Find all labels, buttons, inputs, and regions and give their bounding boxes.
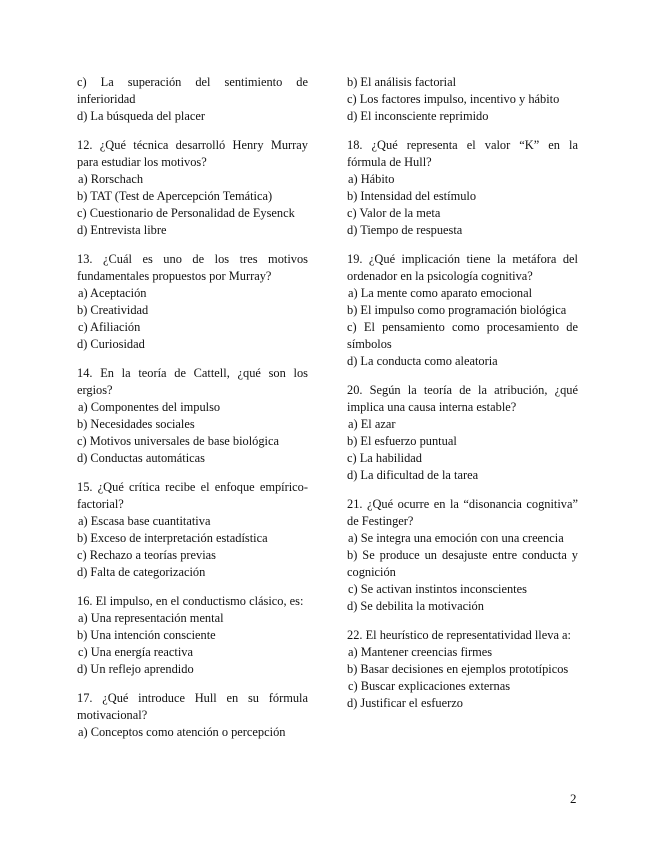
option-14-b: b) Necesidades sociales <box>77 417 195 431</box>
option-17-d: d) El inconsciente reprimido <box>347 109 489 123</box>
question-13-stem: 13. ¿Cuál es uno de los tres motivos fundamentales propuestos por Murray? <box>77 252 308 283</box>
question-13 <box>77 251 308 353</box>
option-22-a: a) Mantener creencias firmes <box>348 645 493 659</box>
question-14-stem: 14. En la teoría de Cattell, ¿qué son los ergios? <box>77 366 308 397</box>
question-20 <box>347 382 578 484</box>
option-17-b: b) El análisis factorial <box>347 75 457 89</box>
option-18-a: a) Hábito <box>348 172 395 186</box>
question-15 <box>77 479 308 581</box>
question-18 <box>347 137 578 239</box>
option-16-b: b) Una intención consciente <box>77 628 216 642</box>
option-18-d: d) Tiempo de respuesta <box>347 223 463 237</box>
question-22 <box>347 627 578 712</box>
option-17-c: c) Los factores impulso, incentivo y hábito <box>347 92 560 106</box>
option-12-d: d) Entrevista libre <box>77 223 167 237</box>
question-21-stem: 21. ¿Qué ocurre en la “disonancia cognitiva” de Festinger? <box>347 497 578 528</box>
question-15-stem: 15. ¿Qué crítica recibe el enfoque empírico-factorial? <box>77 480 308 511</box>
question-17 <box>77 690 308 741</box>
question-20-stem: 20. Según la teoría de la atribución, ¿qué implica una causa interna estable? <box>347 383 578 414</box>
option-22-c: c) Buscar explicaciones externas <box>348 679 511 693</box>
option-13-a: a) Aceptación <box>78 286 147 300</box>
option-20-d: d) La dificultad de la tarea <box>347 468 479 482</box>
option-13-b: b) Creatividad <box>77 303 149 317</box>
option-12-a: a) Rorschach <box>78 172 144 186</box>
option-15-c: c) Rechazo a teorías previas <box>77 548 216 562</box>
option-20-c: c) La habilidad <box>347 451 422 465</box>
option-17-a: a) Conceptos como atención o percepción <box>78 725 286 739</box>
question-12-stem: 12. ¿Qué técnica desarrolló Henry Murray para estudiar los motivos? <box>77 138 308 169</box>
option-19-b: b) El impulso como programación biológica <box>347 303 567 317</box>
question-16 <box>77 593 308 678</box>
option-19-c: c) El pensamiento como procesamiento de símbolos <box>347 320 578 351</box>
option-16-d: d) Un reflejo aprendido <box>77 662 194 676</box>
right-column <box>347 74 578 724</box>
option-21-c: c) Se activan instintos inconscientes <box>348 582 527 596</box>
question-22-stem: 22. El heurístico de representatividad lleva a: <box>347 628 571 642</box>
option-18-c: c) Valor de la meta <box>347 206 441 220</box>
option-19-a: a) La mente como aparato emocional <box>348 286 533 300</box>
question-14 <box>77 365 308 467</box>
option-21-b: b) Se produce un desajuste entre conducta y cognición <box>347 548 578 579</box>
option-19-d: d) La conducta como aleatoria <box>347 354 498 368</box>
option-14-d: d) Conductas automáticas <box>77 451 206 465</box>
option-22-b: b) Basar decisiones en ejemplos prototípicos <box>347 662 569 676</box>
page-number: 2 <box>570 791 577 806</box>
option-15-b: b) Exceso de interpretación estadística <box>77 531 268 545</box>
question-18-stem: 18. ¿Qué representa el valor “K” en la fórmula de Hull? <box>347 138 578 169</box>
question-19 <box>347 251 578 370</box>
option-14-c: c) Motivos universales de base biológica <box>77 434 279 448</box>
option-16-a: a) Una representación mental <box>78 611 224 625</box>
option-20-b: b) El esfuerzo puntual <box>347 434 457 448</box>
question-21 <box>347 496 578 615</box>
option-22-d: d) Justificar el esfuerzo <box>347 696 463 710</box>
option-12-c: c) Cuestionario de Personalidad de Eysenck <box>77 206 295 220</box>
option-12-b: b) TAT (Test de Apercepción Temática) <box>77 189 273 203</box>
option-11-d: d) La búsqueda del placer <box>77 109 205 123</box>
question-11-continued <box>77 74 308 125</box>
option-18-b: b) Intensidad del estímulo <box>347 189 477 203</box>
option-20-a: a) El azar <box>348 417 396 431</box>
option-15-a: a) Escasa base cuantitativa <box>78 514 211 528</box>
question-12 <box>77 137 308 239</box>
option-13-d: d) Curiosidad <box>77 337 145 351</box>
question-19-stem: 19. ¿Qué implicación tiene la metáfora del ordenador en la psicología cognitiva? <box>347 252 578 283</box>
option-16-c: c) Una energía reactiva <box>78 645 194 659</box>
question-17-stem: 17. ¿Qué introduce Hull en su fórmula motivacional? <box>77 691 308 722</box>
option-15-d: d) Falta de categorización <box>77 565 206 579</box>
option-14-a: a) Componentes del impulso <box>78 400 221 414</box>
option-21-a: a) Se integra una emoción con una creencia <box>348 531 564 545</box>
question-17-continued <box>347 74 578 125</box>
option-13-c: c) Afiliación <box>78 320 141 334</box>
question-16-stem: 16. El impulso, en el conductismo clásico, es: <box>77 594 304 608</box>
left-column <box>77 74 308 753</box>
option-21-d: d) Se debilita la motivación <box>347 599 484 613</box>
option-11-c: c) La superación del sentimiento de inferioridad <box>77 75 308 106</box>
